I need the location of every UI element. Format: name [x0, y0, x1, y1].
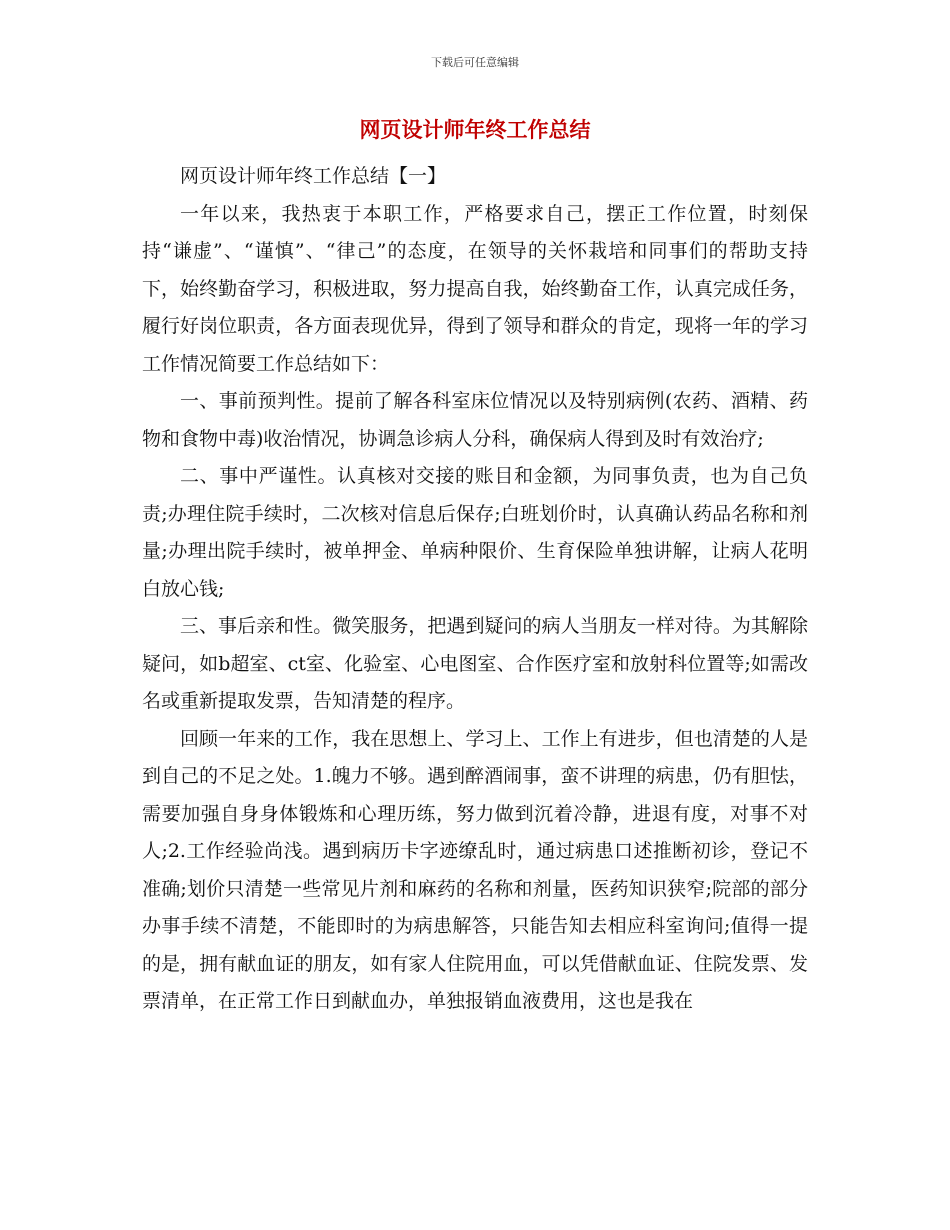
document-body	[142, 158, 808, 1021]
paragraph-point-1: 一、事前预判性。提前了解各科室床位情况以及特别病例(农药、酒精、药物和食物中毒)收治情况，协调急诊病人分科，确保病人得到及时有效治疗;	[142, 390, 808, 450]
paragraph-intro: 一年以来，我热衷于本职工作，严格要求自己，摆正工作位置，时刻保持“谦虚”、“谨慎”、“律己”的态度，在领导的关怀栽培和同事们的帮助支持下，始终勤奋学习，积极进取，努力提高自我，始终勤奋工作，认真完成任务，履行好岗位职责，各方面表现优异，得到了领导和群众的肯定，现将一年的学习工作情况简要工作总结如下：	[142, 202, 808, 375]
page-header: 下载后可任意编辑	[431, 56, 519, 69]
paragraph-point-2: 二、事中严谨性。认真核对交接的账目和金额，为同事负责，也为自己负责;办理住院手续时，二次核对信息后保存;白班划价时，认真确认药品名称和剂量;办理出院手续时，被单押金、单病种限价、生育保险单独讲解，让病人花明白放心钱;	[142, 465, 808, 600]
paragraph-subtitle: 网页设计师年终工作总结【一】	[180, 165, 447, 187]
paragraph-review: 回顾一年来的工作，我在思想上、学习上、工作上有进步，但也清楚的人是到自己的不足之处。1.魄力不够。遇到醉酒闹事，蛮不讲理的病患，仍有胆怯，需要加强自身身体锻炼和心理历练，努力做到沉着冷静，进退有度，对事不对人;2.工作经验尚浅。遇到病历卡字迹缭乱时，通过病患口述推断初诊，登记不准确;划价只清楚一些常见片剂和麻药的名称和剂量，医药知识狭窄;院部的部分办事手续不清楚，不能即时的为病患解答，只能告知去相应科室询问;值得一提的是，拥有献血证的朋友，如有家人住院用血，可以凭借献血证、住院发票、发票清单，在正常工作日到献血办，单独报销血液费用，这也是我在	[142, 727, 808, 1012]
paragraph-point-3: 三、事后亲和性。微笑服务，把遇到疑问的病人当朋友一样对待。为其解除疑问，如b超室、ct室、化验室、心电图室、合作医疗室和放射科位置等;如需改名或重新提取发票，告知清楚的程序。	[142, 615, 808, 712]
document-title: 网页设计师年终工作总结	[359, 117, 591, 142]
